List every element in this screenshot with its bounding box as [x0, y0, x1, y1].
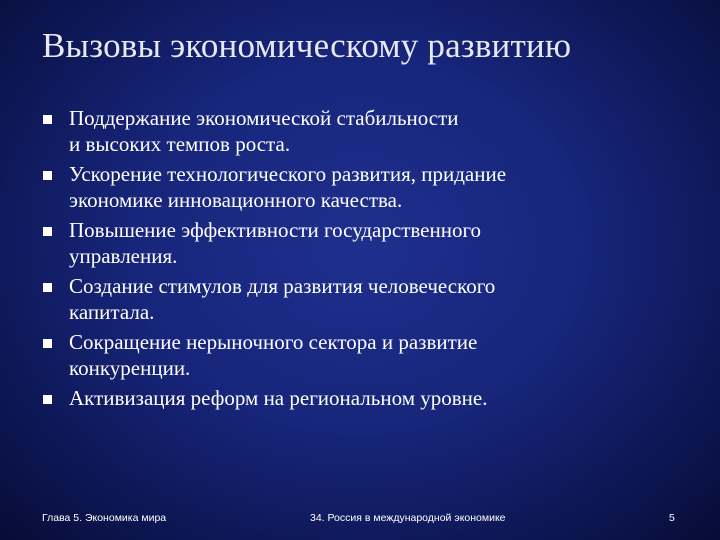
- bullet-text-line1: Создание стимулов для развития человеческого: [69, 274, 496, 298]
- bullet-item: [42, 217, 692, 269]
- bullet-item: [42, 385, 692, 411]
- square-bullet-icon: [43, 115, 52, 124]
- bullet-text-line2: капитала.: [69, 300, 155, 324]
- footer-section: 34. Россия в международной экономике: [310, 512, 506, 524]
- square-bullet-icon: [43, 395, 52, 404]
- square-bullet-icon: [43, 283, 52, 292]
- bullet-item: [42, 105, 692, 157]
- slide-title: Вызовы экономическому развитию: [42, 26, 572, 65]
- square-bullet-icon: [43, 227, 52, 236]
- page-number: 5: [669, 512, 675, 524]
- square-bullet-icon: [43, 171, 52, 180]
- bullet-item: [42, 161, 692, 213]
- bullet-text-line2: экономике инновационного качества.: [69, 188, 403, 212]
- bullet-item: [42, 329, 692, 381]
- bullet-text-line1: Повышение эффективности государственного: [69, 218, 482, 242]
- bullet-text-line1: Сокращение нерыночного сектора и развитие: [69, 330, 478, 354]
- bullet-text-line1: Ускорение технологического развития, придание: [69, 162, 507, 186]
- bullet-text-line1: Поддержание экономической стабильности: [69, 106, 459, 130]
- bullet-item: [42, 273, 692, 325]
- bullet-list: [42, 105, 692, 415]
- bullet-text-line2: управления.: [69, 244, 178, 268]
- bullet-text-line2: и высоких темпов роста.: [69, 132, 291, 156]
- bullet-text-line1: Активизация реформ на региональном уровне.: [69, 386, 488, 410]
- bullet-text-line2: конкуренции.: [69, 356, 191, 380]
- square-bullet-icon: [43, 339, 52, 348]
- footer-chapter: Глава 5. Экономика мира: [42, 512, 167, 524]
